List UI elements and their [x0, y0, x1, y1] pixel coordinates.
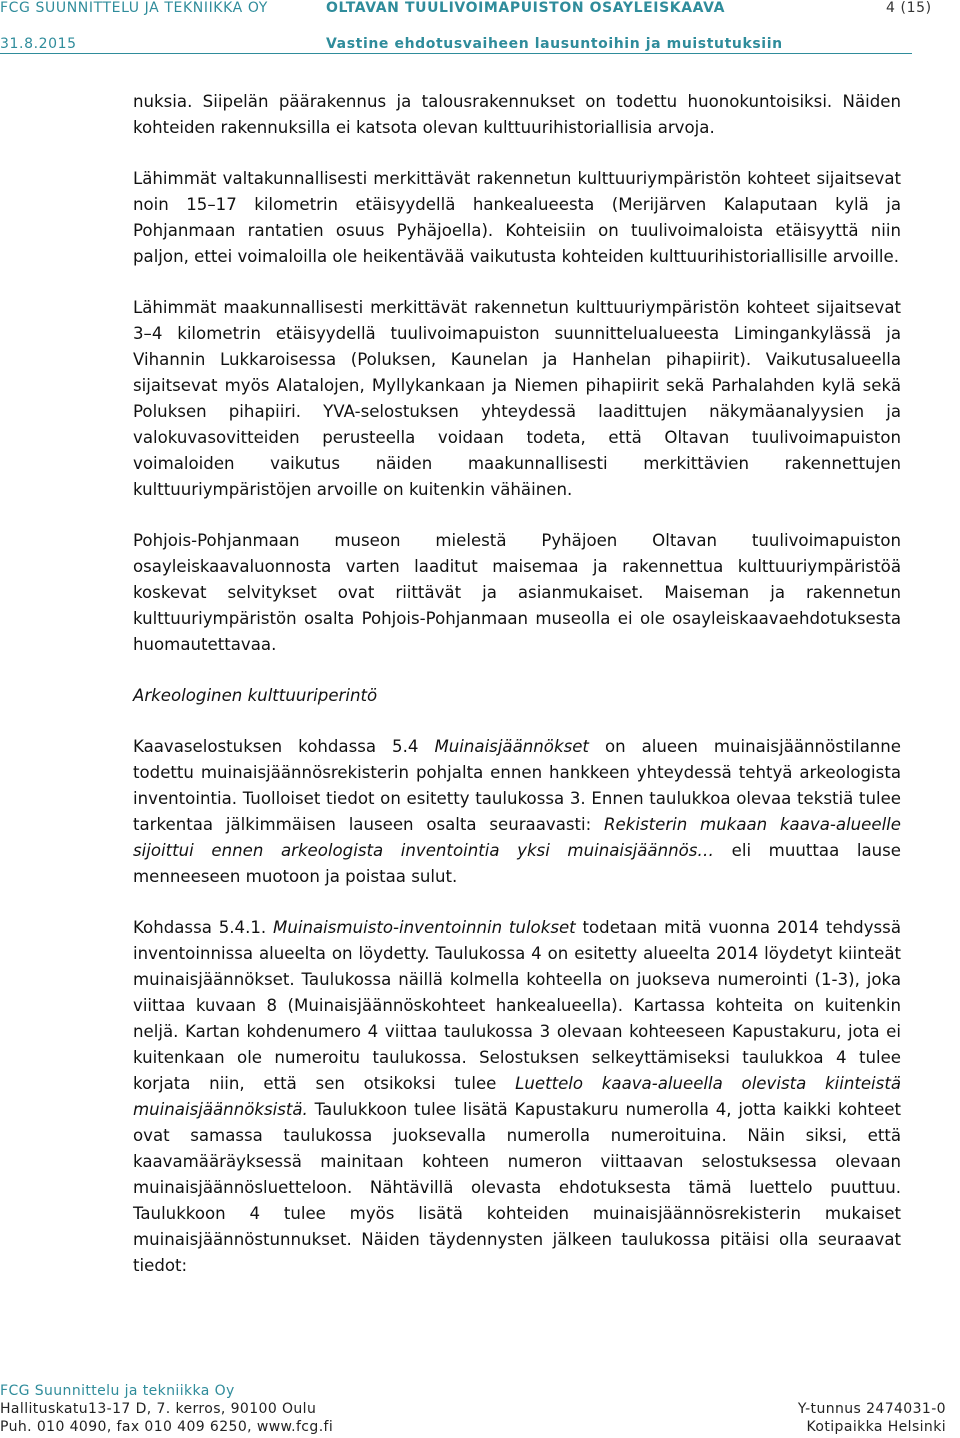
footer-domicile: Kotipaikka Helsinki [806, 1419, 946, 1435]
p6-text-a: Kohdassa 5.4.1. [133, 918, 274, 937]
p6-text-c: todetaan mitä vuonna 2014 tehdyssä inventoinnissa alueelta on löydetty. Taulukossa 4 on esitetty alueelta 2014 löydetyt kiinteät muinaisjäännökset. Taulukossa näillä kolmella kohteella on juokseva numerointi (1-3), joka viittaa kuvaan 8 (Muinaisjäännöskohteet hankealueella). Kartassa kohteita on kuitenkin neljä. Kartan kohdenumero 4 viittaa taulukossa 3 olevaan kohteeseen Kapustakuru, jota ei kuitenkaan ole numeroitu taulukossa. Selostuksen selkeyttämiseksi taulukkoa 4 tulee korjata niin, että sen otsikoksi tulee [133, 918, 901, 1093]
paragraph-2: Lähimmät valtakunnallisesti merkittävät rakennetun kulttuuriympäristön kohteet sijaitsevat noin 15–17 kilometrin etäisyydellä hankealueesta (Merijärven Kalaputaan kylä ja Pohjanmaan rantatien osuus Pyhäjoella). Kohteisiin on tuulivoimaloista etäisyyttä niin paljon, ettei voimaloilla ole heikentävää vaikutusta kohteiden kulttuurihistoriallisille arvoille. [133, 169, 901, 266]
paragraph-5 [133, 734, 901, 890]
p6-italic-section: Muinaismuisto-inventoinnin tulokset [273, 918, 576, 937]
document-body [133, 89, 901, 1304]
header-date: 31.8.2015 [0, 36, 77, 52]
p5-text-a: Kaavaselostuksen kohdassa 5.4 [133, 737, 435, 756]
footer-company: FCG Suunnittelu ja tekniikka Oy [0, 1383, 235, 1399]
header-page-number: 4 (15) [886, 0, 932, 16]
p5-text-c: on alueen muinaisjäännöstilanne todettu muinaisjäännösrekisterin pohjalta ennen hankkeen yhteydessä tehtyä arkeologista inventointia. Tuolloiset tiedot on esitetty taulukossa 3. Ennen taulukkoa olevaa tekstiä tulee tarkentaa jälkimmäisen lauseen osalta seuraavasti: [133, 737, 901, 834]
page-header-top [0, 0, 960, 22]
section-heading: Arkeologinen kulttuuriperintö [133, 686, 378, 705]
p5-italic-section: Muinaisjäännökset [434, 737, 589, 756]
header-company: FCG SUUNNITTELU JA TEKNIIKKA OY [0, 0, 268, 16]
footer-business-id: Y-tunnus 2474031-0 [797, 1401, 946, 1417]
p6-text-e: Taulukkoon tulee lisätä Kapustakuru numerolla 4, jotta kaikki kohteet ovat samassa taulukossa juoksevalla numerolla numeroituina. Näin siksi, että kaavamääräyksessä mainitaan kohteen numeron viittaavan selostuksessa olevaan muinaisjäännösluetteloon. Nähtävillä olevasta ehdotuksesta tämä luettelo puuttuu. Taulukkoon 4 tulee myös lisätä kohteiden muinaisjäännösrekisterin mukaiset muinaisjäännöstunnukset. Näiden täydennysten jälkeen taulukossa pitäisi olla seuraavat tiedot: [133, 1100, 901, 1275]
paragraph-1: nuksia. Siipelän päärakennus ja talousrakennukset on todettu huonokuntoisiksi. Näiden kohteiden rakennuksilla ei katsota olevan kulttuurihistoriallisia arvoja. [133, 92, 901, 137]
header-rule [0, 53, 912, 54]
header-title: OLTAVAN TUULIVOIMAPUISTON OSAYLEISKAAVA [326, 0, 726, 16]
page-header-bottom [0, 36, 960, 58]
header-subtitle: Vastine ehdotusvaiheen lausuntoihin ja muistutuksiin [326, 36, 783, 52]
p5-italic-quote: Rekisterin mukaan kaava-alueelle sijoittui ennen arkeologista inventointia yksi muinaisjäännös… [133, 815, 902, 860]
p6-italic-title: Luettelo kaava-alueella olevista kiinteistä muinaisjäännöksistä. [133, 1074, 901, 1119]
paragraph-3: Lähimmät maakunnallisesti merkittävät rakennetun kulttuuriympäristön kohteet sijaitsevat 3–4 kilometrin etäisyydellä tuulivoimapuiston suunnittelualueesta Limingankylässä ja Vihannin Lukkaroisessa (Poluksen, Kaunelan ja Hanhelan pihapiirit). Vaikutusalueella sijaitsevat myös Alatalojen, Myllykankaan ja Niemen pihapiirit sekä Parhalahden kylä sekä Poluksen pihapiiri. YVA-selostuksen yhteydessä laadittujen näkymäanalyysien ja valokuvasovitteiden perusteella voidaan todeta, että Oltavan tuulivoimapuiston voimaloiden vaikutus näiden maakunnallisesti merkittävien rakennettujen kulttuuriympäristöjen arvoille on kuitenkin vähäinen. [133, 298, 901, 499]
footer-address: Hallituskatu13-17 D, 7. kerros, 90100 Oulu [0, 1401, 317, 1417]
footer-phone: Puh. 010 4090, fax 010 409 6250, www.fcg.fi [0, 1419, 334, 1435]
paragraph-6 [133, 915, 901, 1279]
p5-text-e: eli muuttaa lause menneeseen muotoon ja poistaa sulut. [133, 841, 901, 886]
paragraph-4: Pohjois-Pohjanmaan museon mielestä Pyhäjoen Oltavan tuulivoimapuiston osayleiskaavaluonnosta varten laaditut maisemaa ja rakennettua kulttuuriympäristöä koskevat selvitykset ovat riittävät ja asianmukaiset. Maiseman ja rakennetun kulttuuriympäristön osalta Pohjois-Pohjanmaan museolla ei ole osayleiskaavaehdotuksesta huomautettavaa. [133, 531, 901, 654]
